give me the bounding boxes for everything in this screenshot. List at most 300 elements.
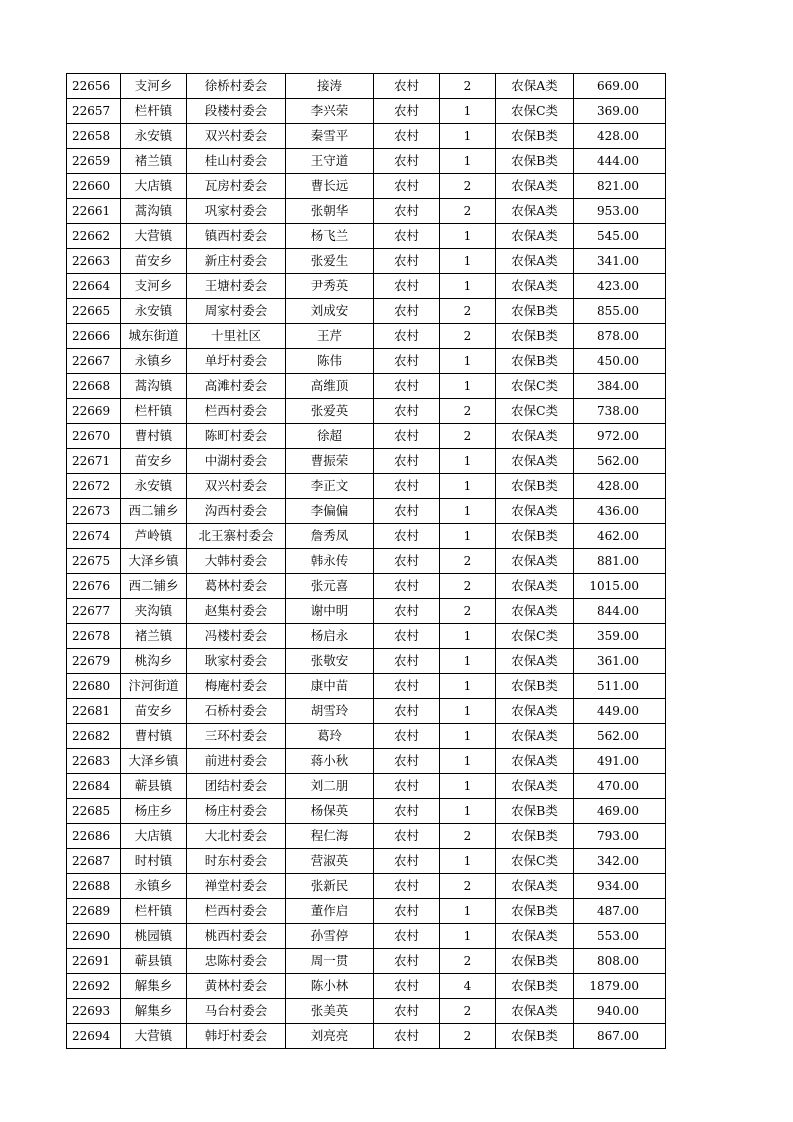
township-cell: 蕲县镇 <box>121 774 187 799</box>
insurance-category-cell: 农保A类 <box>496 174 574 199</box>
township-cell: 曹村镇 <box>121 724 187 749</box>
amount-cell: 428.00 <box>574 124 666 149</box>
person-name-cell: 秦雪平 <box>286 124 374 149</box>
table-row <box>67 824 666 849</box>
township-cell: 苗安乡 <box>121 449 187 474</box>
area-type-cell: 农村 <box>374 974 440 999</box>
table-row <box>67 74 666 99</box>
household-count-cell: 1 <box>440 699 496 724</box>
insurance-category-cell: 农保C类 <box>496 849 574 874</box>
area-type-cell: 农村 <box>374 599 440 624</box>
person-name-cell: 王芹 <box>286 324 374 349</box>
person-name-cell: 李偏偏 <box>286 499 374 524</box>
table-row <box>67 749 666 774</box>
village-committee-cell: 韩圩村委会 <box>187 1024 286 1049</box>
table-row <box>67 624 666 649</box>
insurance-category-cell: 农保C类 <box>496 399 574 424</box>
township-cell: 杨庄乡 <box>121 799 187 824</box>
village-committee-cell: 单圩村委会 <box>187 349 286 374</box>
township-cell: 永镇乡 <box>121 874 187 899</box>
area-type-cell: 农村 <box>374 949 440 974</box>
table-row <box>67 199 666 224</box>
area-type-cell: 农村 <box>374 274 440 299</box>
amount-cell: 342.00 <box>574 849 666 874</box>
amount-cell: 562.00 <box>574 449 666 474</box>
village-committee-cell: 黄林村委会 <box>187 974 286 999</box>
township-cell: 桃沟乡 <box>121 649 187 674</box>
insurance-category-cell: 农保B类 <box>496 824 574 849</box>
household-count-cell: 1 <box>440 374 496 399</box>
household-count-cell: 2 <box>440 999 496 1024</box>
insurance-category-cell: 农保A类 <box>496 924 574 949</box>
area-type-cell: 农村 <box>374 74 440 99</box>
amount-cell: 511.00 <box>574 674 666 699</box>
table-row <box>67 574 666 599</box>
insurance-category-cell: 农保C类 <box>496 99 574 124</box>
record-id-cell: 22661 <box>67 199 121 224</box>
area-type-cell: 农村 <box>374 249 440 274</box>
township-cell: 桃园镇 <box>121 924 187 949</box>
insurance-category-cell: 农保B类 <box>496 899 574 924</box>
household-count-cell: 2 <box>440 874 496 899</box>
amount-cell: 821.00 <box>574 174 666 199</box>
person-name-cell: 周一贯 <box>286 949 374 974</box>
village-committee-cell: 三环村委会 <box>187 724 286 749</box>
amount-cell: 881.00 <box>574 549 666 574</box>
amount-cell: 359.00 <box>574 624 666 649</box>
person-name-cell: 接涛 <box>286 74 374 99</box>
record-id-cell: 22688 <box>67 874 121 899</box>
table-row <box>67 99 666 124</box>
village-committee-cell: 前进村委会 <box>187 749 286 774</box>
insurance-category-cell: 农保B类 <box>496 974 574 999</box>
insurance-category-cell: 农保C类 <box>496 624 574 649</box>
amount-cell: 878.00 <box>574 324 666 349</box>
person-name-cell: 陈小林 <box>286 974 374 999</box>
household-count-cell: 1 <box>440 849 496 874</box>
insurance-category-cell: 农保A类 <box>496 499 574 524</box>
amount-cell: 444.00 <box>574 149 666 174</box>
table-row <box>67 724 666 749</box>
insurance-category-cell: 农保A类 <box>496 649 574 674</box>
village-committee-cell: 时东村委会 <box>187 849 286 874</box>
table-body <box>67 74 666 1049</box>
person-name-cell: 张元喜 <box>286 574 374 599</box>
household-count-cell: 1 <box>440 724 496 749</box>
area-type-cell: 农村 <box>374 724 440 749</box>
record-id-cell: 22664 <box>67 274 121 299</box>
record-id-cell: 22669 <box>67 399 121 424</box>
person-name-cell: 徐超 <box>286 424 374 449</box>
amount-cell: 972.00 <box>574 424 666 449</box>
household-count-cell: 1 <box>440 249 496 274</box>
household-count-cell: 2 <box>440 74 496 99</box>
person-name-cell: 韩永传 <box>286 549 374 574</box>
table-row <box>67 524 666 549</box>
record-id-cell: 22660 <box>67 174 121 199</box>
record-id-cell: 22659 <box>67 149 121 174</box>
table-row <box>67 649 666 674</box>
township-cell: 城东街道 <box>121 324 187 349</box>
area-type-cell: 农村 <box>374 674 440 699</box>
record-id-cell: 22668 <box>67 374 121 399</box>
area-type-cell: 农村 <box>374 699 440 724</box>
record-id-cell: 22681 <box>67 699 121 724</box>
household-count-cell: 1 <box>440 499 496 524</box>
table-row <box>67 124 666 149</box>
township-cell: 芦岭镇 <box>121 524 187 549</box>
amount-cell: 934.00 <box>574 874 666 899</box>
village-committee-cell: 栏西村委会 <box>187 399 286 424</box>
amount-cell: 487.00 <box>574 899 666 924</box>
village-committee-cell: 周家村委会 <box>187 299 286 324</box>
township-cell: 大营镇 <box>121 1024 187 1049</box>
person-name-cell: 刘亮亮 <box>286 1024 374 1049</box>
household-count-cell: 2 <box>440 949 496 974</box>
amount-cell: 553.00 <box>574 924 666 949</box>
table-row <box>67 774 666 799</box>
insurance-category-cell: 农保B类 <box>496 149 574 174</box>
amount-cell: 470.00 <box>574 774 666 799</box>
amount-cell: 793.00 <box>574 824 666 849</box>
record-id-cell: 22675 <box>67 549 121 574</box>
insurance-category-cell: 农保A类 <box>496 724 574 749</box>
amount-cell: 844.00 <box>574 599 666 624</box>
table-row <box>67 949 666 974</box>
area-type-cell: 农村 <box>374 149 440 174</box>
insurance-category-cell: 农保A类 <box>496 74 574 99</box>
person-name-cell: 董作启 <box>286 899 374 924</box>
village-committee-cell: 马台村委会 <box>187 999 286 1024</box>
record-id-cell: 22685 <box>67 799 121 824</box>
area-type-cell: 农村 <box>374 824 440 849</box>
person-name-cell: 康中苗 <box>286 674 374 699</box>
record-id-cell: 22670 <box>67 424 121 449</box>
village-committee-cell: 双兴村委会 <box>187 124 286 149</box>
area-type-cell: 农村 <box>374 749 440 774</box>
township-cell: 栏杆镇 <box>121 899 187 924</box>
record-id-cell: 22692 <box>67 974 121 999</box>
table-row <box>67 374 666 399</box>
township-cell: 褚兰镇 <box>121 624 187 649</box>
person-name-cell: 程仁海 <box>286 824 374 849</box>
table-row <box>67 1024 666 1049</box>
township-cell: 永安镇 <box>121 299 187 324</box>
table-row <box>67 599 666 624</box>
table-row <box>67 974 666 999</box>
amount-cell: 855.00 <box>574 299 666 324</box>
area-type-cell: 农村 <box>374 549 440 574</box>
village-committee-cell: 段楼村委会 <box>187 99 286 124</box>
township-cell: 蕲县镇 <box>121 949 187 974</box>
township-cell: 支河乡 <box>121 274 187 299</box>
area-type-cell: 农村 <box>374 999 440 1024</box>
record-id-cell: 22673 <box>67 499 121 524</box>
township-cell: 苗安乡 <box>121 699 187 724</box>
household-count-cell: 2 <box>440 299 496 324</box>
area-type-cell: 农村 <box>374 924 440 949</box>
person-name-cell: 张敬安 <box>286 649 374 674</box>
insurance-category-cell: 农保B类 <box>496 474 574 499</box>
household-count-cell: 2 <box>440 574 496 599</box>
record-id-cell: 22667 <box>67 349 121 374</box>
area-type-cell: 农村 <box>374 374 440 399</box>
record-id-cell: 22683 <box>67 749 121 774</box>
amount-cell: 940.00 <box>574 999 666 1024</box>
record-id-cell: 22662 <box>67 224 121 249</box>
township-cell: 栏杆镇 <box>121 99 187 124</box>
insurance-category-cell: 农保A类 <box>496 199 574 224</box>
table-row <box>67 274 666 299</box>
household-count-cell: 1 <box>440 924 496 949</box>
table-row <box>67 899 666 924</box>
area-type-cell: 农村 <box>374 124 440 149</box>
person-name-cell: 詹秀凤 <box>286 524 374 549</box>
household-count-cell: 2 <box>440 324 496 349</box>
household-count-cell: 1 <box>440 749 496 774</box>
area-type-cell: 农村 <box>374 449 440 474</box>
record-id-cell: 22657 <box>67 99 121 124</box>
person-name-cell: 高维顶 <box>286 374 374 399</box>
area-type-cell: 农村 <box>374 474 440 499</box>
data-table <box>66 73 666 1049</box>
person-name-cell: 杨启永 <box>286 624 374 649</box>
amount-cell: 384.00 <box>574 374 666 399</box>
village-committee-cell: 栏西村委会 <box>187 899 286 924</box>
person-name-cell: 胡雪玲 <box>286 699 374 724</box>
table-row <box>67 424 666 449</box>
village-committee-cell: 桃西村委会 <box>187 924 286 949</box>
amount-cell: 953.00 <box>574 199 666 224</box>
amount-cell: 545.00 <box>574 224 666 249</box>
household-count-cell: 2 <box>440 599 496 624</box>
township-cell: 大泽乡镇 <box>121 749 187 774</box>
household-count-cell: 1 <box>440 774 496 799</box>
township-cell: 时村镇 <box>121 849 187 874</box>
area-type-cell: 农村 <box>374 1024 440 1049</box>
household-count-cell: 1 <box>440 449 496 474</box>
household-count-cell: 1 <box>440 649 496 674</box>
village-committee-cell: 双兴村委会 <box>187 474 286 499</box>
village-committee-cell: 徐桥村委会 <box>187 74 286 99</box>
amount-cell: 669.00 <box>574 74 666 99</box>
table-row <box>67 699 666 724</box>
area-type-cell: 农村 <box>374 299 440 324</box>
township-cell: 大店镇 <box>121 824 187 849</box>
township-cell: 蒿沟镇 <box>121 374 187 399</box>
record-id-cell: 22666 <box>67 324 121 349</box>
amount-cell: 808.00 <box>574 949 666 974</box>
table-row <box>67 874 666 899</box>
amount-cell: 469.00 <box>574 799 666 824</box>
household-count-cell: 1 <box>440 674 496 699</box>
table-row <box>67 849 666 874</box>
township-cell: 永安镇 <box>121 124 187 149</box>
area-type-cell: 农村 <box>374 774 440 799</box>
household-count-cell: 1 <box>440 624 496 649</box>
village-committee-cell: 石桥村委会 <box>187 699 286 724</box>
insurance-category-cell: 农保A类 <box>496 999 574 1024</box>
township-cell: 支河乡 <box>121 74 187 99</box>
township-cell: 蒿沟镇 <box>121 199 187 224</box>
table-row <box>67 549 666 574</box>
amount-cell: 436.00 <box>574 499 666 524</box>
person-name-cell: 刘二朋 <box>286 774 374 799</box>
household-count-cell: 1 <box>440 99 496 124</box>
insurance-category-cell: 农保B类 <box>496 299 574 324</box>
household-count-cell: 2 <box>440 1024 496 1049</box>
person-name-cell: 张新民 <box>286 874 374 899</box>
table-row <box>67 149 666 174</box>
household-count-cell: 1 <box>440 349 496 374</box>
insurance-category-cell: 农保A类 <box>496 574 574 599</box>
village-committee-cell: 陈町村委会 <box>187 424 286 449</box>
record-id-cell: 22687 <box>67 849 121 874</box>
amount-cell: 361.00 <box>574 649 666 674</box>
area-type-cell: 农村 <box>374 574 440 599</box>
village-committee-cell: 大北村委会 <box>187 824 286 849</box>
amount-cell: 450.00 <box>574 349 666 374</box>
table-row <box>67 349 666 374</box>
record-id-cell: 22663 <box>67 249 121 274</box>
township-cell: 大店镇 <box>121 174 187 199</box>
table-row <box>67 399 666 424</box>
record-id-cell: 22680 <box>67 674 121 699</box>
township-cell: 栏杆镇 <box>121 399 187 424</box>
record-id-cell: 22694 <box>67 1024 121 1049</box>
insurance-category-cell: 农保B类 <box>496 1024 574 1049</box>
person-name-cell: 蒋小秋 <box>286 749 374 774</box>
table-row <box>67 224 666 249</box>
person-name-cell: 曹振荣 <box>286 449 374 474</box>
village-committee-cell: 忠陈村委会 <box>187 949 286 974</box>
household-count-cell: 1 <box>440 474 496 499</box>
person-name-cell: 张美英 <box>286 999 374 1024</box>
amount-cell: 449.00 <box>574 699 666 724</box>
table-row <box>67 299 666 324</box>
area-type-cell: 农村 <box>374 899 440 924</box>
record-id-cell: 22689 <box>67 899 121 924</box>
household-count-cell: 2 <box>440 399 496 424</box>
township-cell: 褚兰镇 <box>121 149 187 174</box>
person-name-cell: 营淑英 <box>286 849 374 874</box>
amount-cell: 341.00 <box>574 249 666 274</box>
amount-cell: 1879.00 <box>574 974 666 999</box>
record-id-cell: 22677 <box>67 599 121 624</box>
record-id-cell: 22656 <box>67 74 121 99</box>
household-count-cell: 2 <box>440 824 496 849</box>
insurance-category-cell: 农保B类 <box>496 349 574 374</box>
area-type-cell: 农村 <box>374 524 440 549</box>
household-count-cell: 2 <box>440 424 496 449</box>
household-count-cell: 1 <box>440 124 496 149</box>
area-type-cell: 农村 <box>374 624 440 649</box>
township-cell: 解集乡 <box>121 974 187 999</box>
table-row <box>67 924 666 949</box>
table-row <box>67 674 666 699</box>
record-id-cell: 22686 <box>67 824 121 849</box>
amount-cell: 1015.00 <box>574 574 666 599</box>
table-row <box>67 799 666 824</box>
person-name-cell: 王守道 <box>286 149 374 174</box>
township-cell: 永镇乡 <box>121 349 187 374</box>
amount-cell: 462.00 <box>574 524 666 549</box>
household-count-cell: 1 <box>440 524 496 549</box>
person-name-cell: 谢中明 <box>286 599 374 624</box>
village-committee-cell: 耿家村委会 <box>187 649 286 674</box>
table-row <box>67 324 666 349</box>
person-name-cell: 陈伟 <box>286 349 374 374</box>
township-cell: 大泽乡镇 <box>121 549 187 574</box>
insurance-category-cell: 农保B类 <box>496 799 574 824</box>
village-committee-cell: 大韩村委会 <box>187 549 286 574</box>
insurance-category-cell: 农保A类 <box>496 774 574 799</box>
village-committee-cell: 瓦房村委会 <box>187 174 286 199</box>
record-id-cell: 22665 <box>67 299 121 324</box>
amount-cell: 423.00 <box>574 274 666 299</box>
village-committee-cell: 杨庄村委会 <box>187 799 286 824</box>
person-name-cell: 葛玲 <box>286 724 374 749</box>
area-type-cell: 农村 <box>374 99 440 124</box>
area-type-cell: 农村 <box>374 499 440 524</box>
area-type-cell: 农村 <box>374 649 440 674</box>
table-row <box>67 474 666 499</box>
village-committee-cell: 十里社区 <box>187 324 286 349</box>
area-type-cell: 农村 <box>374 174 440 199</box>
household-count-cell: 2 <box>440 174 496 199</box>
person-name-cell: 杨保英 <box>286 799 374 824</box>
insurance-category-cell: 农保B类 <box>496 674 574 699</box>
person-name-cell: 李正文 <box>286 474 374 499</box>
household-count-cell: 2 <box>440 549 496 574</box>
township-cell: 汴河街道 <box>121 674 187 699</box>
amount-cell: 738.00 <box>574 399 666 424</box>
village-committee-cell: 北王寨村委会 <box>187 524 286 549</box>
township-cell: 解集乡 <box>121 999 187 1024</box>
township-cell: 夹沟镇 <box>121 599 187 624</box>
insurance-category-cell: 农保B类 <box>496 524 574 549</box>
village-committee-cell: 新庄村委会 <box>187 249 286 274</box>
record-id-cell: 22693 <box>67 999 121 1024</box>
person-name-cell: 张朝华 <box>286 199 374 224</box>
village-committee-cell: 团结村委会 <box>187 774 286 799</box>
village-committee-cell: 高滩村委会 <box>187 374 286 399</box>
village-committee-cell: 沟西村委会 <box>187 499 286 524</box>
household-count-cell: 2 <box>440 199 496 224</box>
household-count-cell: 1 <box>440 799 496 824</box>
person-name-cell: 张爱生 <box>286 249 374 274</box>
insurance-category-cell: 农保A类 <box>496 274 574 299</box>
township-cell: 西二铺乡 <box>121 499 187 524</box>
table-row <box>67 499 666 524</box>
insurance-category-cell: 农保A类 <box>496 599 574 624</box>
person-name-cell: 曹长远 <box>286 174 374 199</box>
township-cell: 曹村镇 <box>121 424 187 449</box>
record-id-cell: 22672 <box>67 474 121 499</box>
record-id-cell: 22678 <box>67 624 121 649</box>
village-committee-cell: 梅庵村委会 <box>187 674 286 699</box>
record-id-cell: 22676 <box>67 574 121 599</box>
amount-cell: 369.00 <box>574 99 666 124</box>
household-count-cell: 1 <box>440 274 496 299</box>
village-committee-cell: 镇西村委会 <box>187 224 286 249</box>
area-type-cell: 农村 <box>374 424 440 449</box>
insurance-category-cell: 农保A类 <box>496 874 574 899</box>
record-id-cell: 22679 <box>67 649 121 674</box>
record-id-cell: 22658 <box>67 124 121 149</box>
village-committee-cell: 赵集村委会 <box>187 599 286 624</box>
person-name-cell: 尹秀英 <box>286 274 374 299</box>
